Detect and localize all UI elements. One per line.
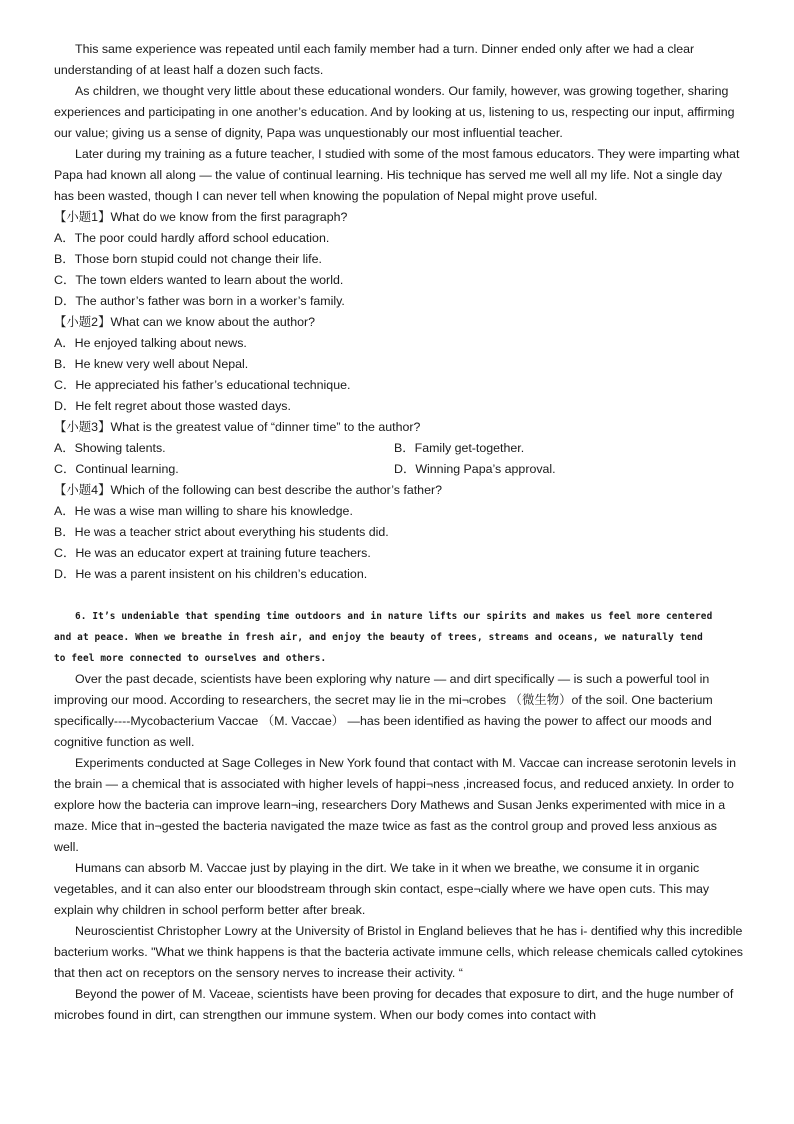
question-1-option-d: D．The author’s father was born in a worker’s family. bbox=[54, 294, 345, 308]
passage6-paragraph-1: Over the past decade, scientists have been exploring why nature — and dirt specifically — is such a powerful tool in improving our mood. According to researchers, the secret may lie in the mi¬crobes （微生物）of the soil. One bacterium specifically----Mycobacterium Vaccae （M. Vaccae） —has been identified as having the power to affect our moods and cognitive function as well. bbox=[54, 672, 713, 749]
question-3-options-row-1 bbox=[54, 438, 744, 459]
question-2-option-c: C．He appreciated his father’s educational technique. bbox=[54, 378, 351, 392]
question-2-option-b: B．He knew very well about Nepal. bbox=[54, 357, 249, 371]
passage6-paragraph-3: Humans can absorb M. Vaccae just by playing in the dirt. We take in it when we breathe, we consume it in organic vegetables, and it can also enter our bloodstream through skin contact, espe¬cially where we have open cuts. This may explain why children in school perform better after break. bbox=[54, 861, 710, 917]
section-spacer bbox=[54, 585, 744, 606]
passage5-paragraph-2: As children, we thought very little about these educational wonders. Our family, however, was growing together, sharing experiences and participating in one another’s education. And by looking at us, listening to us, respecting our input, affirming our value; giving us a sense of dignity, Papa was unquestionably our most influential teacher. bbox=[54, 84, 735, 140]
passage6-intro-line-1-text: 6. It’s undeniable that spending time outdoors and in nature lifts our spirits and makes us feel more centered bbox=[75, 611, 713, 622]
question-4-option-d: D．He was a parent insistent on his children’s education. bbox=[54, 567, 368, 581]
passage6-paragraph-5: Beyond the power of M. Vaceae, scientists have been proving for decades that exposure to dirt, and the huge number of microbes found in dirt, can strengthen our immune system. When our body comes into contact with bbox=[54, 987, 734, 1022]
question-3-option-d: D．Winning Papa’s approval. bbox=[394, 462, 556, 476]
passage5-paragraph-1: This same experience was repeated until each family member had a turn. Dinner ended only after we had a clear understanding of at least half a dozen such facts. bbox=[54, 42, 695, 77]
passage6-paragraph-4: Neuroscientist Christopher Lowry at the University of Bristol in England believes that he has i- dentified why this incredible bacterium works. "What we think happens is that the bacteria activate immune cells, which release chemicals called cytokines that then act on receptors on the sensory nerves to increase their activity. “ bbox=[54, 924, 743, 980]
question-1-stem: 【小题1】What do we know from the first paragraph? bbox=[54, 210, 348, 224]
question-4-option-c: C．He was an educator expert at training future teachers. bbox=[54, 546, 371, 560]
passage5-paragraph-3: Later during my training as a future teacher, I studied with some of the most famous educators. They were imparting what Papa had known all along — the value of continual learning. His technique has served me well all my life. Not a single day has been wasted, though I can never tell when knowing the population of Nepal might prove useful. bbox=[54, 147, 740, 203]
question-1-option-b: B．Those born stupid could not change their life. bbox=[54, 252, 322, 266]
question-3-option-a: A．Showing talents. bbox=[54, 441, 166, 455]
document-page bbox=[54, 39, 744, 1026]
question-4-stem: 【小题4】Which of the following can best describe the author’s father? bbox=[54, 483, 442, 497]
question-3-option-c: C．Continual learning. bbox=[54, 462, 179, 476]
question-2-stem: 【小题2】What can we know about the author? bbox=[54, 315, 316, 329]
question-3-options-row-2 bbox=[54, 459, 744, 480]
passage6-paragraph-2: Experiments conducted at Sage Colleges in New York found that contact with M. Vaccae can increase serotonin levels in the brain — a chemical that is associated with higher levels of happi¬ness ,increased focus, and reduced anxiety. In order to explore how the bacteria can improve learn¬ing, researchers Dory Mathews and Susan Jenks experimented with mice in a maze. Mice that in¬gested the bacteria navigated the maze twice as fast as the control group and proved less anxious as well. bbox=[54, 756, 736, 854]
passage6-intro-line-1 bbox=[54, 606, 744, 627]
passage6-intro-line-2: and at peace. When we breathe in fresh air, and enjoy the beauty of trees, streams and oceans, we naturally tend bbox=[54, 632, 703, 643]
passage6-intro-line-3: to feel more connected to ourselves and others. bbox=[54, 653, 327, 664]
question-1-option-c: C．The town elders wanted to learn about the world. bbox=[54, 273, 344, 287]
question-2-option-a: A．He enjoyed talking about news. bbox=[54, 336, 247, 350]
question-4-option-a: A．He was a wise man willing to share his knowledge. bbox=[54, 504, 353, 518]
question-1-option-a: A．The poor could hardly afford school education. bbox=[54, 231, 330, 245]
question-4-option-b: B．He was a teacher strict about everything his students did. bbox=[54, 525, 389, 539]
question-2-option-d: D．He felt regret about those wasted days. bbox=[54, 399, 291, 413]
question-3-stem: 【小题3】What is the greatest value of “dinner time” to the author? bbox=[54, 420, 421, 434]
question-3-option-b: B．Family get-together. bbox=[394, 441, 525, 455]
